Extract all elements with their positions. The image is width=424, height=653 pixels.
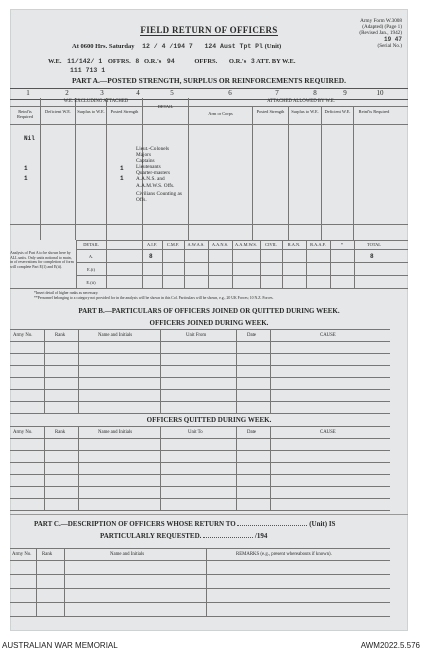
perforation xyxy=(10,514,408,515)
form-year: 19 47 xyxy=(383,35,402,43)
part-c-title-2: PARTICULARLY REQUESTED. /194 xyxy=(100,532,268,540)
serial-label: (Serial No.) xyxy=(377,42,402,49)
unit-hand: 124 Aust Tpt Pl xyxy=(204,43,263,50)
form-title: FIELD RETURN OF OFFICERS xyxy=(140,25,278,35)
part-c-title-1: PART C.—DESCRIPTION OF OFFICERS WHOSE RETURN TO (Unit) IS xyxy=(34,520,336,528)
form-sheet: Army Form W.3008 (Adapted) (Page 1) (Revised Jan., 1942) 19 47 (Serial No.) FIELD RETURN OF OFFICERS At 0600 Hrs. Saturday 12 / 4 /194 7 124 Aust Tpt Pl (Unit) W.E. 11/142/ 1 OFFRS. 8 O.R.'s 94 OFFRS. O.R.'s 3 ATT. BY W.E. 111 713 1 PART A.—POSTED STRENGTH, SURPLUS OR REINFORCEMENTS REQUIRED. 1 2 3 4 5 6 7 8 9 10 W.E. EXCLUDING ATTACHED ATTACHED ALLOWED BY W.E. Reinf'ts Required Deficient W.E. Surplus to W.E. Posted Strength DETAIL Arm or Corps Posted Strength Surplus to W.E. Deficient W.E. Reinf'ts Required Lieut.-Colonels Majors Captains Lieutenants Quarter-masters A.A.N.S. and A.A.M.W.S. Offs. Civilians Counting as Offs. Nil 1 1 1 1 Analysis of Part A to be shown here by ALL units. Only units notional to main, in of reservations for completion of form will complete Part E(1) and E(ii). DETAIL A.I.F. C.M.F. A.W.A.S. A.A.N.S. A.A.M.W.S. CIVIL R.A.N. R.A.A.F. * TOTAL A. E.(i) E.(ii) 8 8 *Insert detail of higher ranks as necessary. **Personnel belonging to a category not provided for in the analysis will be shown in this Col. Particulars will be shown, e.g., 20 UK Forces; 10 N.Z. Forces. PART B.—PARTICULARS OF OFFICERS JOINED OR QUITTED DURING WEEK. OFFICERS JOINED DURING WEEK. Army No. Rank Name and Initials Unit From Date CAUSE OFFICERS QUITTED DURING WEEK. Army No. Rank Name and Initials Unit To Date CAUSE PART C.—DESCRIPTION OF OFFICERS WHOSE RETURN TO (Unit) IS PARTICULARLY REQUESTED. /194 Army No. Rank Name and Initials REMARKS (e.g., present whereabouts if known). xyxy=(10,9,408,631)
army-form-revised: (Revised Jan., 1942) xyxy=(359,30,402,37)
footer xyxy=(0,640,424,653)
date-hand: 12 / 4 /194 7 xyxy=(142,43,193,50)
column-numbers: 1 2 3 4 5 6 7 8 9 10 xyxy=(10,88,408,100)
we-second-hand: 111 713 1 xyxy=(70,67,106,74)
army-form-number: Army Form W.3008 xyxy=(360,18,402,24)
part-a-grid: W.E. EXCLUDING ATTACHED ATTACHED ALLOWED BY W.E. Reinf'ts Required Deficient W.E. Surplus to W.E. Posted Strength DETAIL Arm or Corps Posted Strength Surplus to W.E. Deficient W.E. Reinf'ts Required Lieut.-Colonels Majors Captains Lieutenants Quarter-masters A.A.N.S. and A.A.M.W.S. Offs. Civilians Counting as Offs. Nil 1 1 1 1 xyxy=(10,98,408,240)
army-form-adapted: (Adapted) (Page 1) xyxy=(362,24,402,31)
footer-accession: AWM2022.5.576 xyxy=(360,641,420,650)
part-a-title: PART A.—POSTED STRENGTH, SURPLUS OR REINFORCEMENTS REQUIRED. xyxy=(72,76,346,85)
joined-title: OFFICERS JOINED DURING WEEK. xyxy=(149,319,269,327)
reinf-nil: Nil xyxy=(24,135,35,142)
footer-credit: AUSTRALIAN WAR MEMORIAL xyxy=(2,641,118,650)
part-b-title: PART B.—PARTICULARS OF OFFICERS JOINED OR QUITTED DURING WEEK. xyxy=(78,307,340,315)
rank-list: Lieut.-Colonels Majors Captains Lieutenants Quarter-masters A.A.N.S. and A.A.M.W.S. Offs. Civilians Counting as Offs. xyxy=(136,146,182,203)
at-line: At 0600 Hrs. Saturday 12 / 4 /194 7 124 Aust Tpt Pl (Unit) xyxy=(72,43,282,50)
we-line: W.E. 11/142/ 1 OFFRS. 8 O.R.'s 94 OFFRS. O.R.'s 3 ATT. BY W.E. xyxy=(48,58,296,65)
note-2: **Personnel belonging to a category not provided for in the analysis will be shown in this Col. Particulars will be shown, e.g., 20 UK Forces; 10 N.Z. Forces. xyxy=(34,296,274,300)
quitted-title: OFFICERS QUITTED DURING WEEK. xyxy=(146,416,272,424)
note-1: *Insert detail of higher ranks as necessary. xyxy=(34,291,99,295)
